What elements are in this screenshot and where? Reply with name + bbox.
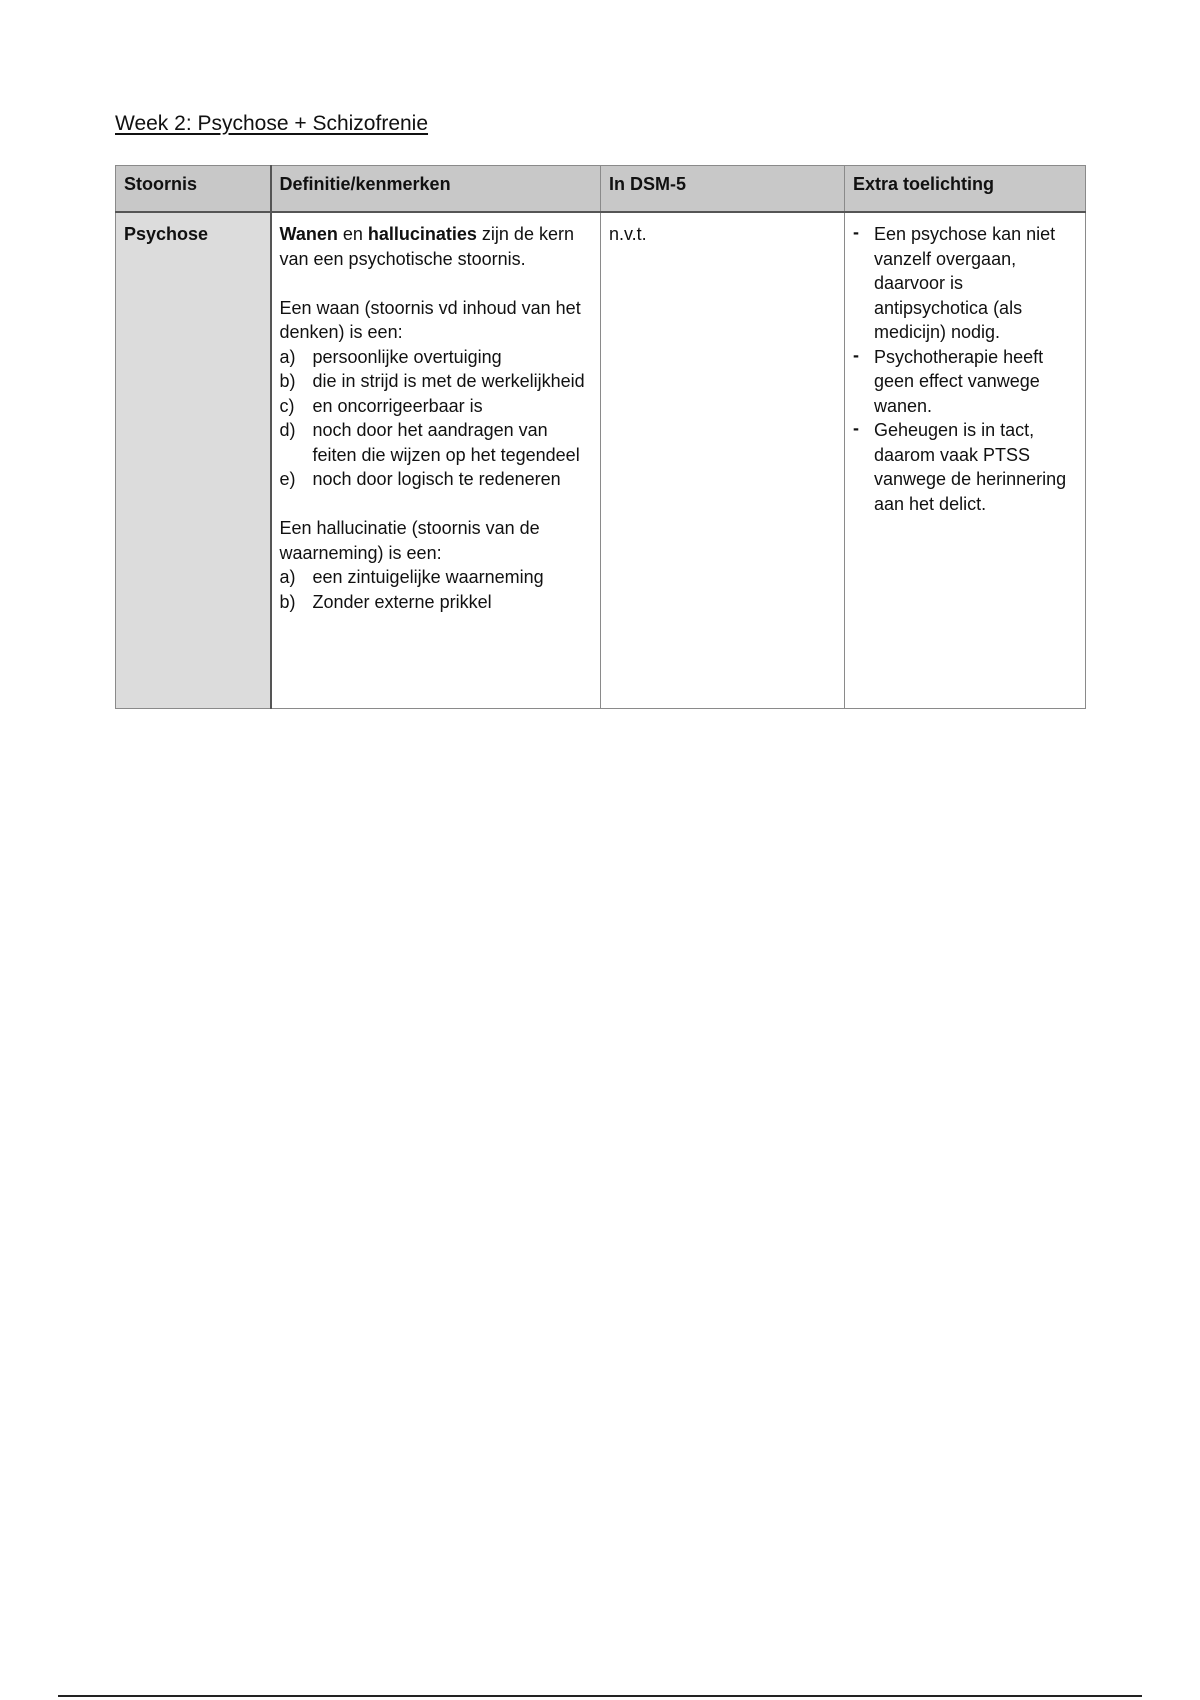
list-marker: e) (279, 469, 296, 489)
list-item (280, 590, 593, 615)
page-title: Week 2: Psychose + Schizofrenie (115, 112, 429, 135)
list-marker: b) (279, 371, 296, 391)
list-item (280, 565, 593, 590)
extra-list (853, 222, 1077, 516)
list-marker: c) (279, 395, 295, 416)
list-marker: b) (279, 591, 296, 612)
header-stoornis: Stoornis (116, 166, 271, 213)
list-item (853, 345, 1077, 419)
list-item-text: Geheugen is in tact, daarom vaak PTSS vanwege de herinnering aan het delict. (874, 420, 1067, 514)
list-marker: - (853, 344, 859, 365)
header-dsm5: In DSM-5 (601, 166, 845, 213)
cell-definitie (271, 212, 601, 709)
footer-rule (58, 1695, 1142, 1697)
notes-table (115, 165, 1086, 709)
list-item (280, 345, 593, 370)
waan-intro: Een waan (stoornis vd inhoud van het denken) is een: (279, 297, 581, 342)
list-marker: a) (279, 346, 296, 367)
list-item-text: Zonder externe prikkel (312, 591, 492, 612)
table-header-row (116, 166, 1086, 213)
list-marker: - (853, 222, 859, 242)
waan-list (280, 345, 593, 492)
list-item-text: noch door het aandragen van feiten die wijzen op het tegendeel (312, 420, 580, 465)
list-item-text: noch door logisch te redeneren (312, 469, 561, 489)
list-item-text: een zintuigelijke waarneming (312, 567, 544, 587)
intro-bold-hallucinaties: hallucinaties (367, 224, 477, 244)
list-marker: - (853, 418, 859, 438)
table-row (116, 212, 1086, 709)
list-item-text: Psychotherapie heeft geen effect vanwege wanen. (874, 346, 1044, 416)
list-item (280, 369, 593, 394)
list-item-text: die in strijd is met de werkelijkheid (312, 371, 585, 391)
list-item-text: en oncorrigeerbaar is (312, 395, 483, 416)
intro-rest-text: zijn de kern van een psychotische stoornis. (279, 224, 574, 269)
list-item (853, 222, 1077, 345)
list-item-text: persoonlijke overtuiging (312, 346, 502, 367)
cell-extra (845, 212, 1086, 709)
list-marker: d) (279, 420, 296, 440)
header-definitie: Definitie/kenmerken (271, 166, 601, 213)
list-marker: a) (279, 567, 296, 587)
cell-dsm5: n.v.t. (601, 212, 845, 709)
hallucinatie-intro: Een hallucinatie (stoornis van de waarneming) is een: (279, 518, 540, 563)
list-item (280, 418, 593, 467)
list-item (853, 418, 1077, 516)
header-extra: Extra toelichting (845, 166, 1086, 213)
intro-bold-wanen: Wanen (279, 224, 338, 244)
list-item (280, 467, 593, 492)
list-item (280, 394, 593, 419)
hallucinatie-list (280, 565, 593, 614)
definitie-intro (280, 222, 593, 271)
cell-stoornis: Psychose (116, 212, 271, 709)
list-item-text: Een psychose kan niet vanzelf overgaan, daarvoor is antipsychotica (als medicijn) nodig. (874, 224, 1056, 342)
intro-mid-text: en (337, 224, 368, 244)
